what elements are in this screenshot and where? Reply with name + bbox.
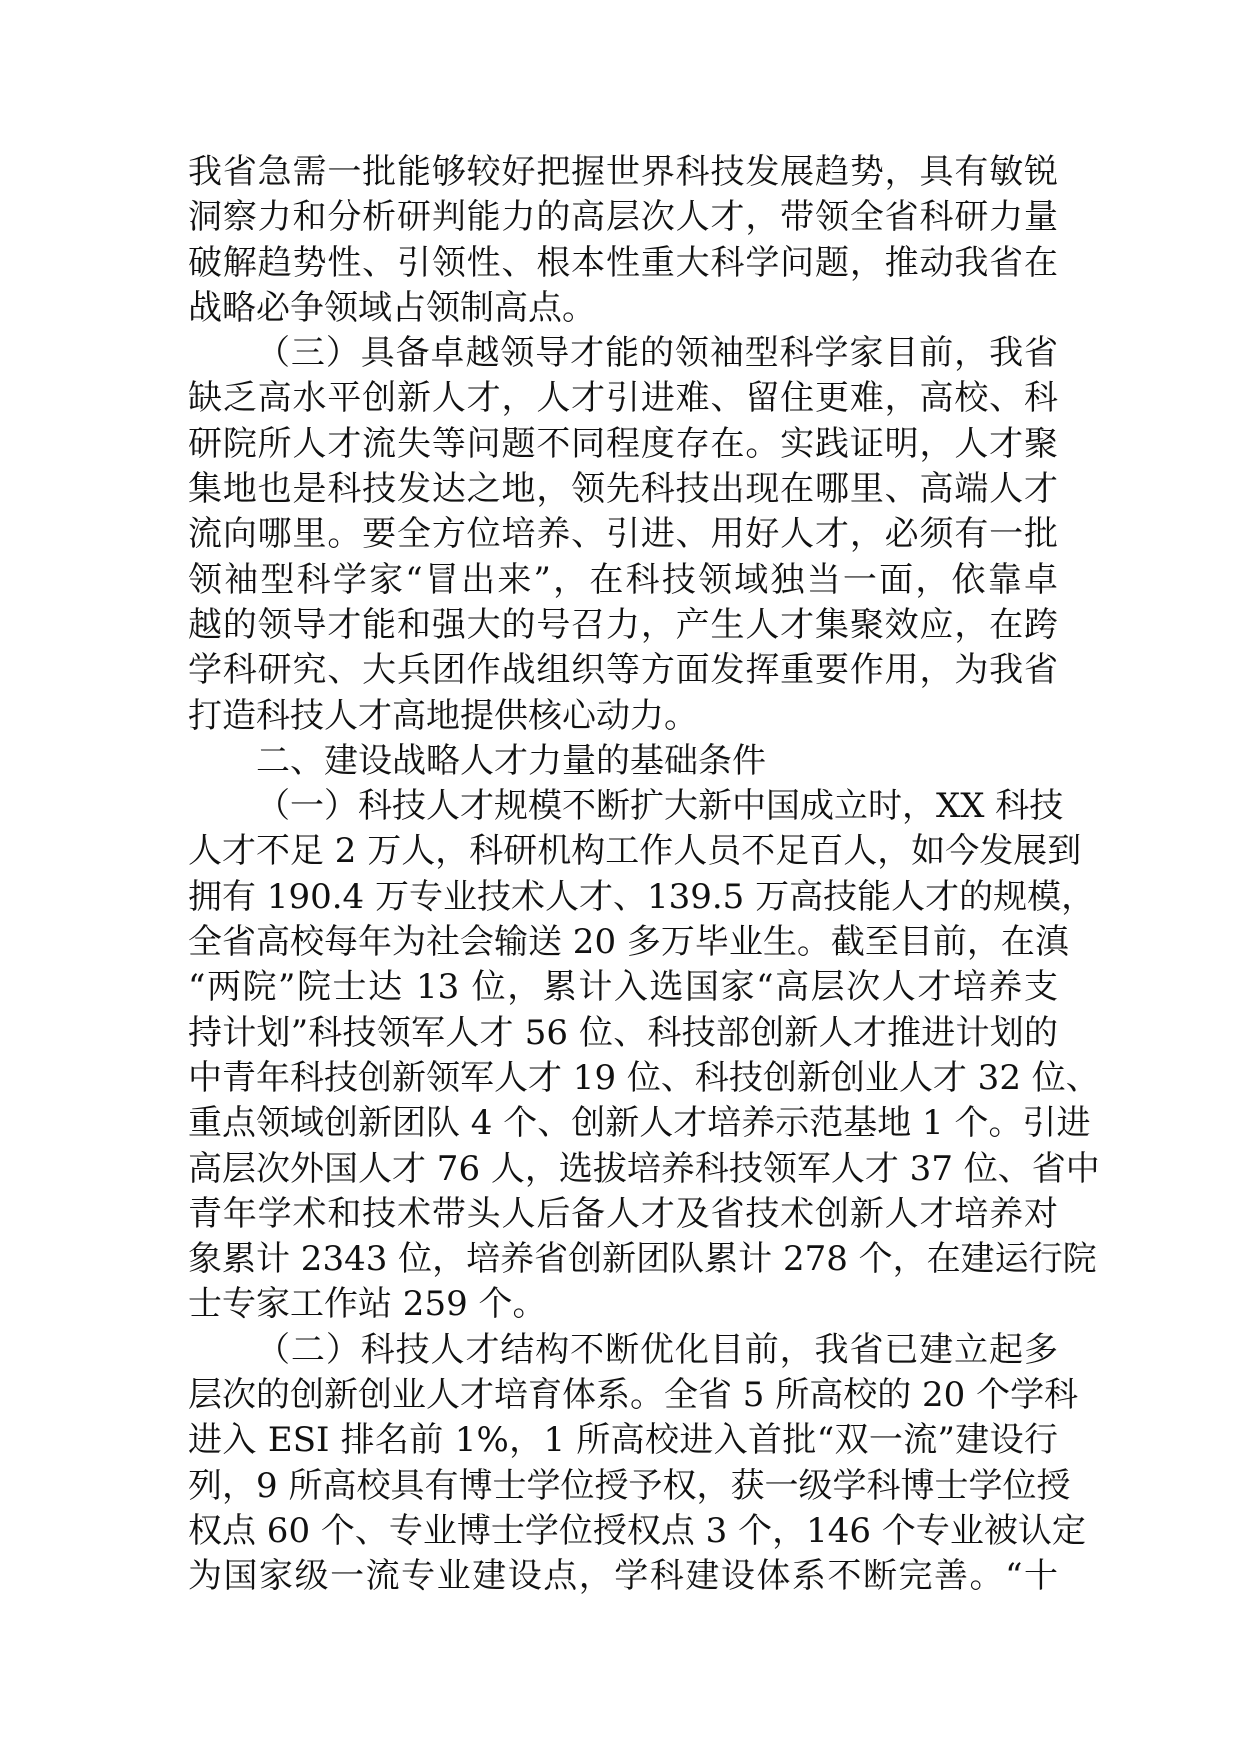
text-line: 研院所人才流失等问题不同程度存在。实践证明，人才聚 xyxy=(188,423,1058,464)
text-line: 为国家级一流专业建设点，学科建设体系不断完善。“十 xyxy=(188,1556,1058,1597)
text-line: 越的领导才能和强大的号召力，产生人才集聚效应，在跨 xyxy=(188,604,1058,645)
text-line: 学科研究、大兵团作战组织等方面发挥重要作用，为我省 xyxy=(188,650,1058,691)
text-line: 领袖型科学家“冒出来”，在科技领域独当一面，依靠卓 xyxy=(188,559,1058,600)
text-line: 拥有 190.4 万专业技术人才、139.5 万高技能人才的规模， xyxy=(188,876,1096,917)
text-line: 战略必争领域占领制高点。 xyxy=(188,287,596,328)
text-line: 洞察力和分析研判能力的高层次人才，带领全省科研力量 xyxy=(188,197,1058,238)
text-line: 列，9 所高校具有博士学位授予权，获一级学科博士学位授 xyxy=(188,1465,1071,1506)
text-line: （二）科技人才结构不断优化目前，我省已建立起多 xyxy=(256,1329,1058,1370)
text-line: 进入 ESI 排名前 1%，1 所高校进入首批“双一流”建设行 xyxy=(188,1420,1058,1461)
text-line: “两院”院士达 13 位，累计入选国家“高层次人才培养支 xyxy=(188,967,1058,1008)
text-line: 象累计 2343 位，培养省创新团队累计 278 个，在建运行院 xyxy=(188,1239,1097,1280)
text-line: 权点 60 个、专业博士学位授权点 3 个，146 个专业被认定 xyxy=(188,1510,1086,1551)
text-line: 持计划”科技领军人才 56 位、科技部创新人才推进计划的 xyxy=(188,1012,1058,1053)
text-line: 破解趋势性、引领性、根本性重大科学问题，推动我省在 xyxy=(188,242,1058,283)
text-line: 流向哪里。要全方位培养、引进、用好人才，必须有一批 xyxy=(188,514,1058,555)
text-line: 全省高校每年为社会输送 20 多万毕业生。截至目前，在滇 xyxy=(188,922,1069,963)
text-line: 集地也是科技发达之地，领先科技出现在哪里、高端人才 xyxy=(188,469,1058,510)
text-line: 人才不足 2 万人，科研机构工作人员不足百人，如今发展到 xyxy=(188,831,1082,872)
text-line: 重点领域创新团队 4 个、创新人才培养示范基地 1 个。引进 xyxy=(188,1103,1091,1144)
text-line: 我省急需一批能够较好把握世界科技发展趋势，具有敏锐 xyxy=(188,152,1058,192)
text-line: （三）具备卓越领导才能的领袖型科学家目前，我省 xyxy=(256,333,1058,374)
text-line: 缺乏高水平创新人才，人才引进难、留住更难，高校、科 xyxy=(188,378,1058,419)
text-line: 士专家工作站 259 个。 xyxy=(188,1284,547,1325)
text-line: 高层次外国人才 76 人，选拔培养科技领军人才 37 位、省中 xyxy=(188,1148,1100,1189)
text-line: 青年学术和技术带头人后备人才及省技术创新人才培养对 xyxy=(188,1193,1058,1234)
text-line: （一）科技人才规模不断扩大新中国成立时，XX 科技 xyxy=(256,786,1064,827)
body-text xyxy=(188,150,1100,1600)
section-heading: 二、建设战略人才力量的基础条件 xyxy=(256,740,766,781)
text-line: 中青年科技创新领军人才 19 位、科技创新创业人才 32 位、 xyxy=(188,1057,1100,1098)
text-line: 打造科技人才高地提供核心动力。 xyxy=(188,695,698,736)
text-line: 层次的创新创业人才培育体系。全省 5 所高校的 20 个学科 xyxy=(188,1375,1079,1416)
